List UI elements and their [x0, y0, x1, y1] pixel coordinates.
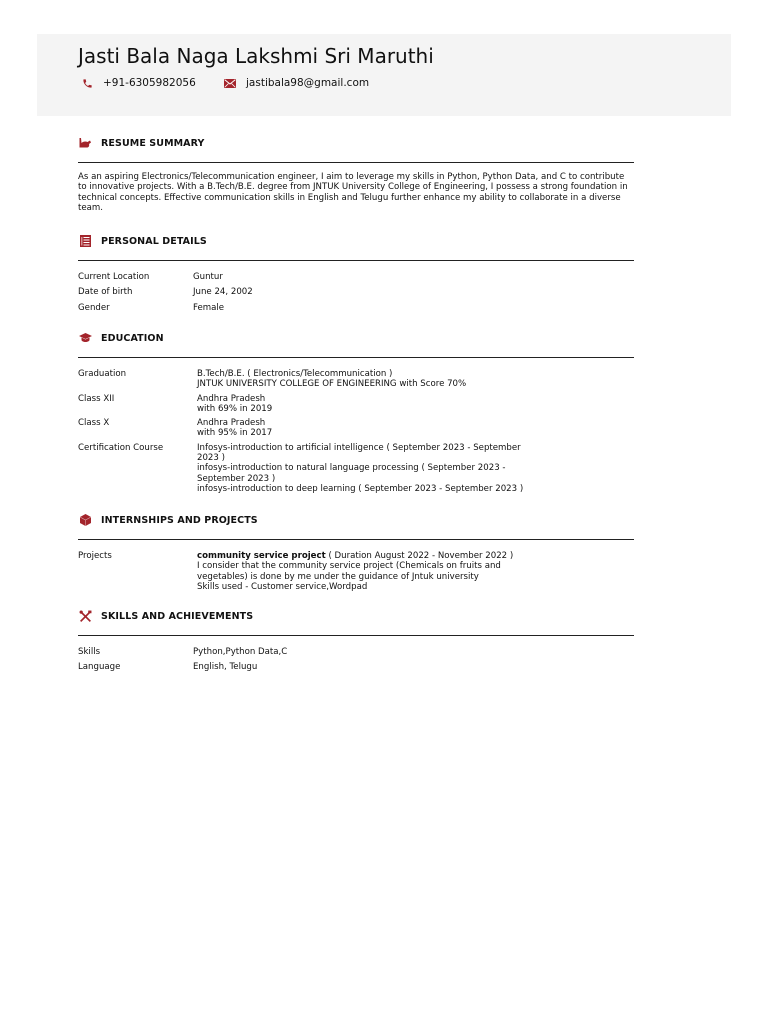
education-line: infosys-introduction to deep learning ( September 2023 - September 2023 )	[197, 483, 524, 494]
project-heading	[197, 551, 542, 561]
section-divider	[78, 357, 634, 358]
skill-value: English, Telugu	[193, 662, 258, 673]
section-divider	[78, 635, 634, 636]
section-divider	[78, 260, 634, 261]
project-description: I consider that the community service project (Chemicals on fruits and vegetables) is done by me under the guidance of Jntuk university	[197, 561, 501, 582]
skill-row	[78, 662, 634, 672]
detail-row	[78, 272, 634, 282]
graduation-cap-icon	[78, 331, 92, 345]
project-skills: Skills used - Customer service,Wordpad	[197, 581, 368, 592]
section-title: SKILLS AND ACHIEVEMENTS	[101, 610, 254, 622]
section-heading	[78, 330, 634, 346]
skill-label: Language	[78, 662, 121, 673]
education-line: B.Tech/B.E. ( Electronics/Telecommunication )	[197, 369, 393, 379]
education-value	[197, 394, 542, 415]
section-title: RESUME SUMMARY	[101, 137, 205, 149]
detail-row	[78, 287, 634, 297]
project-value	[197, 551, 542, 592]
section-heading	[78, 608, 634, 624]
education-value	[197, 443, 542, 494]
detail-value: June 24, 2002	[193, 287, 253, 298]
education-row	[78, 443, 634, 494]
education-row	[78, 418, 634, 439]
summary-text: As an aspiring Electronics/Telecommunication engineer, I aim to leverage my skills in Python, Python Data, and C to contribute to innovative projects. With a B.Tech/B.E. degree from JNTUK University College of Engineering, I possess a strong foundation in technical concepts. Effective communication skills in English and Telugu further enhance my ability to collaborate in a diverse team.	[78, 172, 628, 213]
education-label: Class XII	[78, 393, 115, 404]
cube-icon	[78, 513, 92, 527]
skills-section	[78, 608, 634, 673]
education-label: Class X	[78, 418, 110, 429]
education-line: infosys-introduction to natural language processing ( September 2023 - September 2023 )	[197, 463, 506, 484]
section-heading	[78, 233, 634, 249]
tools-icon	[78, 609, 92, 623]
detail-value: Female	[193, 302, 225, 313]
detail-row	[78, 303, 634, 313]
section-heading	[78, 512, 634, 528]
education-label: Certification Course	[78, 442, 164, 453]
detail-label: Current Location	[78, 272, 150, 282]
section-divider	[78, 539, 634, 540]
personal-details-list	[78, 272, 634, 313]
education-line: Andhra Pradesh	[197, 393, 266, 404]
education-row	[78, 369, 634, 390]
skill-label: Skills	[78, 647, 101, 657]
projects-list	[78, 551, 634, 592]
education-value	[197, 418, 542, 439]
project-duration: ( Duration August 2022 - November 2022 )	[325, 551, 514, 561]
section-title: INTERNSHIPS AND PROJECTS	[101, 514, 258, 526]
arm-icon	[78, 136, 92, 150]
education-line: Infosys-introduction to artificial intelligence ( September 2023 - September 2023 )	[197, 442, 521, 464]
phone-number: +91-6305982056	[103, 77, 196, 89]
detail-label: Date of birth	[78, 287, 133, 298]
skill-value: Python,Python Data,C	[193, 647, 288, 657]
project-row	[78, 551, 634, 592]
education-line: Andhra Pradesh	[197, 418, 266, 429]
skills-list	[78, 647, 634, 673]
section-divider	[78, 162, 634, 163]
education-line: with 69% in 2019	[197, 403, 273, 414]
phone-contact	[81, 77, 196, 89]
email-address: jastibala98@gmail.com	[246, 77, 370, 89]
personal-details-section	[78, 233, 634, 313]
detail-label: Gender	[78, 302, 110, 313]
education-row	[78, 394, 634, 415]
envelope-icon	[224, 77, 236, 89]
section-title: PERSONAL DETAILS	[101, 235, 207, 247]
resume-header	[37, 34, 731, 116]
education-section	[78, 330, 634, 494]
document-list-icon	[78, 234, 92, 248]
phone-icon	[81, 77, 93, 89]
education-value	[197, 369, 542, 390]
education-line: JNTUK UNIVERSITY COLLEGE OF ENGINEERING with Score 70%	[197, 379, 467, 390]
email-contact	[224, 77, 369, 89]
project-name: community service project	[197, 551, 326, 561]
skill-row	[78, 647, 634, 657]
resume-summary-section	[78, 135, 634, 213]
education-list	[78, 369, 634, 494]
section-heading	[78, 135, 634, 151]
internships-section	[78, 512, 634, 592]
candidate-name: Jasti Bala Naga Lakshmi Sri Maruthi	[78, 44, 434, 68]
education-label: Graduation	[78, 369, 127, 379]
project-label: Projects	[78, 551, 112, 561]
detail-value: Guntur	[193, 272, 223, 282]
section-title: EDUCATION	[101, 332, 164, 344]
education-line: with 95% in 2017	[197, 428, 273, 439]
